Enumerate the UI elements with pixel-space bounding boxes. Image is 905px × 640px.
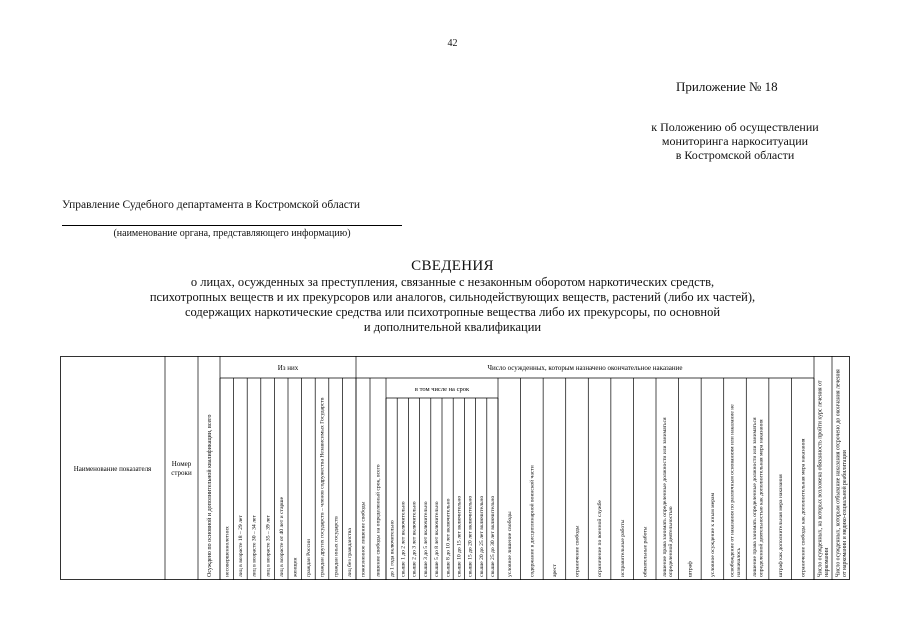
appendix-label: Приложение № 18 bbox=[676, 79, 778, 94]
organization-name: Управление Судебного департамента в Костромской области bbox=[62, 199, 361, 211]
other-punishment-col-header bbox=[687, 561, 694, 577]
of-them-col-header-line: лиц в возрасте 18 – 29 лет bbox=[238, 515, 245, 577]
other-punishment-col-header-line: штраф как дополнительная мера наказания bbox=[777, 474, 784, 577]
col-convicted-total-header-line: Осуждено по основной и дополнительной квалификации, всего bbox=[206, 414, 213, 577]
report-title: СВЕДЕНИЯ bbox=[411, 258, 494, 274]
other-punishment-col-header bbox=[596, 500, 603, 577]
term-col-header bbox=[412, 501, 418, 577]
of-them-col-header bbox=[252, 515, 258, 577]
col-treatment-obligation-header bbox=[817, 380, 830, 577]
other-punishment-col-header-line: лишение права занимать определенные должности или заниматься bbox=[661, 417, 668, 577]
other-punishment-col-header-line: содержание в дисциплинарной воинской части bbox=[529, 465, 536, 577]
other-punishment-col-header-line: обязательные работы bbox=[642, 526, 649, 577]
page-number: 42 bbox=[447, 38, 458, 49]
term-col-header-line: свыше 15 до 20 лет включительно bbox=[467, 495, 474, 577]
term-col-header-line: до 1 года включительно bbox=[389, 520, 396, 577]
col-treatment-obligation-header-line: Число осужденных, на которых возложена обязанность пройти курс лечения от bbox=[817, 380, 824, 577]
group-final-punishment-header: Число осужденных, которым назначено окончательное наказание bbox=[487, 364, 683, 372]
other-punishment-col-header-line: ограничение по военной службе bbox=[597, 500, 604, 577]
term-col-header-line: свыше 3 до 5 лет включительно bbox=[422, 501, 429, 577]
other-punishment-col-header-line: ограничение свободы bbox=[574, 525, 581, 577]
col-convicted-total-header bbox=[206, 415, 213, 577]
regulation-line: к Положению об осуществлении bbox=[651, 120, 819, 134]
col-fixed-term-total-header bbox=[375, 464, 382, 577]
other-punishment-col-header bbox=[799, 438, 806, 577]
other-punishment-col-header-line: штраф bbox=[687, 561, 694, 577]
other-punishment-col-header-line: условное осуждение к иным мерам bbox=[710, 492, 717, 577]
col-indicator-header: Наименование показателя bbox=[73, 465, 152, 473]
report-subtitle-line: психотропных веществ и их прекурсоров или аналогов, сильнодействующих веществ, растений (либо их частей), bbox=[149, 290, 756, 304]
other-punishment-col-header bbox=[777, 474, 784, 577]
other-punishment-col-header-line: освобождение от наказания по различным основаниям или наказание не bbox=[729, 404, 736, 577]
of-them-col-header-line: лиц в возрасте 35 – 39 лет bbox=[265, 515, 272, 577]
of-them-col-header bbox=[292, 557, 298, 578]
report-subtitle bbox=[60, 275, 845, 335]
other-punishment-col-header bbox=[752, 417, 764, 577]
term-col-header bbox=[445, 498, 451, 577]
other-punishment-col-header-line: арест bbox=[552, 564, 559, 577]
other-punishment-col-header-line: исправительные работы bbox=[619, 519, 626, 577]
organization-underline bbox=[62, 225, 402, 226]
col-life-imprisonment-header-line: пожизненное лишение свободы bbox=[360, 501, 367, 577]
of-them-col-header bbox=[333, 516, 339, 577]
of-them-col-header-line: женщин bbox=[292, 557, 299, 577]
other-punishment-col-header bbox=[641, 526, 648, 577]
term-col-header bbox=[479, 496, 485, 577]
col-deferred-sentence-header-line: Число осужденных, которым отбывание наказания отсрочено до окончания лечения bbox=[835, 369, 842, 577]
of-them-col-header bbox=[320, 397, 326, 577]
of-them-col-header bbox=[265, 515, 271, 577]
regulation-line: мониторинга наркоситуации bbox=[661, 134, 809, 148]
term-col-header-line: свыше 1 до 2 лет включительно bbox=[400, 501, 407, 577]
of-them-col-header-line: лиц в возрасте 30 – 34 лет bbox=[251, 515, 258, 577]
of-them-col-header-line: лиц без гражданства bbox=[346, 528, 353, 577]
of-them-col-header bbox=[306, 539, 312, 577]
of-them-col-header-line: граждан России bbox=[306, 538, 313, 577]
term-col-header-line: свыше 5 до 8 лет включительно bbox=[434, 501, 441, 577]
of-them-col-header-line: несовершеннолетних bbox=[224, 526, 231, 577]
other-punishment-col-header bbox=[729, 404, 742, 577]
term-col-header bbox=[389, 520, 395, 577]
col-row-number-header: строки bbox=[171, 469, 192, 477]
group-including-term-header: в том числе на срок bbox=[414, 386, 470, 393]
col-deferred-sentence-header bbox=[835, 369, 848, 577]
of-them-col-header-line: граждан других государств – членов содружества Независимых Государств bbox=[319, 397, 326, 577]
other-punishment-col-header-line: лишение права занимать определенные должности или заниматься bbox=[752, 417, 759, 577]
other-punishment-col-header-line: определенной деятельностью bbox=[668, 506, 675, 577]
term-col-header bbox=[423, 501, 429, 577]
col-deferred-sentence-header-line: от наркомании и медико-социальной реабилитации bbox=[841, 450, 848, 577]
report-subtitle-line: о лицах, осужденных за преступления, связанные с незаконным оборотом наркотических средств, bbox=[190, 275, 715, 289]
of-them-col-header bbox=[238, 515, 244, 577]
term-col-header-line: свыше 25 до 30 лет включительно bbox=[490, 495, 497, 577]
other-punishment-col-header bbox=[662, 417, 674, 577]
of-them-col-header-line: лиц в возрасте от 40 лет и старше bbox=[278, 496, 285, 577]
other-punishment-col-header bbox=[552, 564, 558, 577]
of-them-col-header bbox=[224, 526, 230, 577]
term-col-header-line: свыше 20 до 25 лет включительно bbox=[478, 495, 485, 577]
report-subtitle-line: содержащих наркотические средства или психотропные вещества либо их прекурсоры, по основной bbox=[184, 305, 721, 319]
statistics-table-grid bbox=[60, 356, 850, 580]
organization-caption: (наименование органа, представляющего информацию) bbox=[113, 228, 351, 239]
col-life-imprisonment-header bbox=[360, 501, 367, 577]
term-col-header bbox=[490, 496, 496, 577]
of-them-col-header bbox=[346, 528, 353, 577]
other-punishment-col-header bbox=[710, 493, 716, 577]
col-treatment-obligation-header-line: наркомании bbox=[823, 547, 830, 577]
other-punishment-col-header-line: ограничение свободы как дополнительная мера наказания bbox=[800, 438, 807, 577]
other-punishment-col-header-line: определенной деятельностью как дополнительная мера наказания bbox=[758, 419, 765, 577]
of-them-col-header bbox=[279, 496, 285, 577]
other-punishment-col-header bbox=[506, 511, 513, 577]
regulation-reference bbox=[560, 120, 905, 162]
term-col-header-line: свыше 10 до 15 лет включительно bbox=[456, 495, 463, 577]
other-punishment-col-header bbox=[574, 525, 581, 577]
other-punishment-col-header bbox=[619, 519, 626, 577]
report-subtitle-line: и дополнительной квалификации bbox=[363, 320, 542, 334]
term-col-header bbox=[456, 496, 462, 577]
term-col-header-line: свыше 8 до 10 лет включительно bbox=[445, 498, 452, 577]
statistics-table bbox=[60, 356, 850, 580]
other-punishment-col-header-line: назначалось bbox=[735, 547, 742, 577]
other-punishment-col-header-line: условное лишение свободы bbox=[506, 511, 513, 577]
term-col-header bbox=[468, 496, 474, 577]
group-of-them-header: Из них bbox=[277, 364, 299, 372]
regulation-line: в Костромской области bbox=[675, 148, 795, 162]
of-them-col-header-line: граждан иных государств bbox=[333, 516, 340, 577]
col-row-number-header: Номер bbox=[171, 460, 192, 468]
col-fixed-term-total-header-line: лишение свободы на определенный срок, всего bbox=[375, 464, 382, 577]
term-col-header bbox=[400, 501, 406, 577]
term-col-header-line: свыше 2 до 3 лет включительно bbox=[411, 501, 418, 577]
other-punishment-col-header bbox=[529, 465, 536, 577]
term-col-header bbox=[434, 501, 440, 577]
